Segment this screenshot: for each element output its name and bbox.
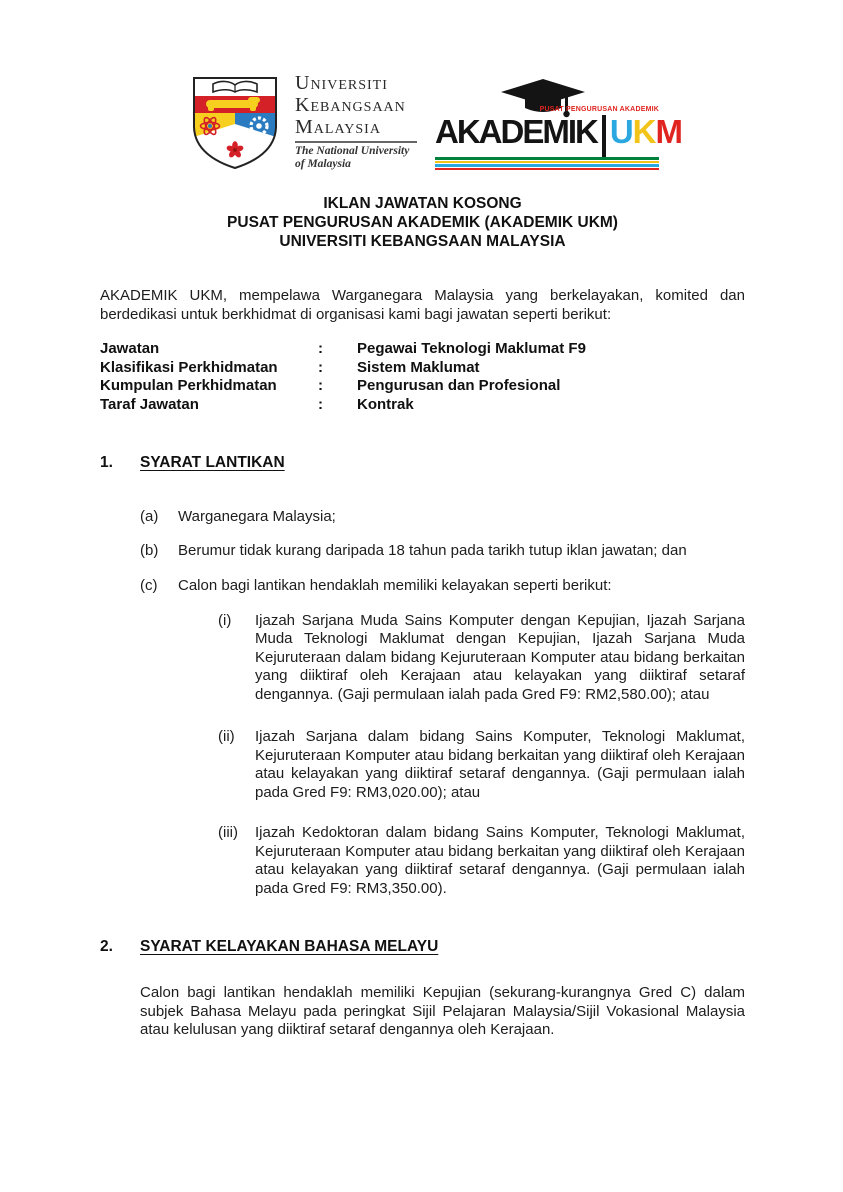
subitem-marker: (iii): [218, 824, 238, 841]
detail-label: Taraf Jawatan: [100, 395, 199, 413]
item-text: Calon bagi lantikan hendaklah memiliki kelayakan seperti berikut:: [178, 577, 612, 594]
akademik-ukm-wordmark: [435, 114, 682, 150]
document-body: [0, 194, 843, 1040]
list-item: [140, 577, 745, 596]
table-row: [100, 340, 745, 359]
ukm-crest-group: [184, 70, 417, 172]
ukm-crest-logo: [184, 70, 286, 172]
ukm-colored-letters: UKM: [609, 113, 683, 150]
institution-name-line: Universiti: [295, 72, 388, 94]
detail-separator: :: [318, 340, 323, 357]
section-heading: SYARAT LANTIKAN: [140, 454, 285, 471]
subitem-text: Ijazah Sarjana Muda Sains Komputer dengan Kepujian, Ijazah Sarjana Muda Teknologi Maklumat dengan Kepujian, Ijazah Sarjana Muda Kejuruteraan dalam bidang Kejuruteraan Komputer atau bidang berkaitan yang diiktiraf oleh Kerajaan atau kelayakan yang diiktiraf setaraf dengannya. (Gaji permulaan ialah pada Gred F9: RM2,580.00); atau: [255, 611, 745, 703]
title-line-3: UNIVERSITI KEBANGSAAN MALAYSIA: [279, 233, 566, 250]
section-heading: SYARAT KELAYAKAN BAHASA MELAYU: [140, 938, 439, 955]
item-marker: (a): [140, 508, 159, 525]
pusat-pengurusan-akademik-label: PUSAT PENGURUSAN AKADEMIK: [539, 106, 659, 113]
section-number: 1.: [100, 454, 113, 471]
subitem-text: Ijazah Kedoktoran dalam bidang Sains Komputer, Teknologi Maklumat, Kejuruteraan Komputer atau bidang berkaitan yang diiktiraf oleh Kerajaan atau kelayakan yang diiktiraf setaraf dengannya. (Gaji permulaan ialah pada Gred F9: RM3,350.00).: [255, 824, 745, 897]
akademik-ukm-logo: [435, 82, 683, 176]
item-text: Berumur tidak kurang daripada 18 tahun pada tarikh tutup iklan jawatan; dan: [178, 541, 687, 559]
logo-divider-bar: [602, 115, 606, 159]
detail-value: Pegawai Teknologi Maklumat F9: [357, 340, 586, 357]
detail-value: Kontrak: [357, 395, 414, 413]
section-syarat-kelayakan-bahasa-melayu: [100, 938, 745, 1040]
title-line-1: IKLAN JAWATAN KOSONG: [323, 195, 522, 212]
section-paragraph: Calon bagi lantikan hendaklah memiliki Kepujian (sekurang-kurangnya Gred C) dalam subjek Bahasa Melayu pada peringkat Sijil Pelajaran Malaysia/Sijil Vokasional Malaysia atau kelulusan yang diiktiraf setaraf dengannya oleh Kerajaan.: [140, 984, 745, 1038]
subitem-marker: (i): [218, 611, 232, 629]
title-line-2: PUSAT PENGURUSAN AKADEMIK (AKADEMIK UKM): [227, 214, 618, 231]
detail-label: Klasifikasi Perkhidmatan: [100, 358, 278, 376]
table-row: [100, 359, 745, 378]
table-row: [100, 377, 745, 396]
document-title: [100, 194, 745, 251]
institution-name-line: Malaysia: [295, 116, 381, 138]
sub-list-item: [218, 728, 745, 802]
ukm-wordmark: [295, 70, 417, 171]
header-logos: [0, 0, 843, 176]
list-item: [140, 508, 745, 527]
item-marker: (b): [140, 541, 159, 559]
subitem-text: Ijazah Sarjana dalam bidang Sains Komputer, Teknologi Maklumat, Kejuruteraan Komputer atau bidang berkaitan yang diiktiraf oleh Kerajaan atau kelayakan yang diiktiraf setaraf dengannya. (Gaji permulaan ialah pada Gred F9: RM3,020.00); atau: [255, 728, 745, 801]
institution-name-line: Kebangsaan: [295, 94, 406, 116]
subitem-marker: (ii): [218, 728, 235, 745]
section-number: 2.: [100, 938, 113, 955]
institution-tagline: The National University of Malaysia: [295, 141, 417, 171]
list-item: [140, 542, 745, 561]
detail-label: Jawatan: [100, 340, 160, 357]
detail-value: Sistem Maklumat: [357, 358, 480, 376]
section-heading-row: [100, 938, 745, 956]
sub-list-item: [218, 612, 745, 705]
detail-separator: :: [318, 377, 323, 394]
detail-separator: :: [318, 395, 323, 413]
logo-stripes: [435, 157, 659, 171]
detail-value: Pengurusan dan Profesional: [357, 377, 561, 394]
detail-separator: :: [318, 358, 323, 376]
item-text: Warganegara Malaysia;: [178, 508, 336, 525]
item-marker: (c): [140, 577, 158, 594]
detail-label: Kumpulan Perkhidmatan: [100, 377, 277, 394]
sub-list-item: [218, 824, 745, 898]
section-syarat-lantikan: [100, 454, 745, 898]
job-details-table: [100, 340, 745, 414]
intro-paragraph: AKADEMIK UKM, mempelawa Warganegara Malaysia yang berkelayakan, komited dan berdedikasi untuk berkhidmat di organisasi kami bagi jawatan seperti berikut:: [100, 287, 745, 323]
section-heading-row: [100, 454, 745, 472]
table-row: [100, 396, 745, 415]
akademik-text: AKADEMIK: [435, 113, 597, 150]
